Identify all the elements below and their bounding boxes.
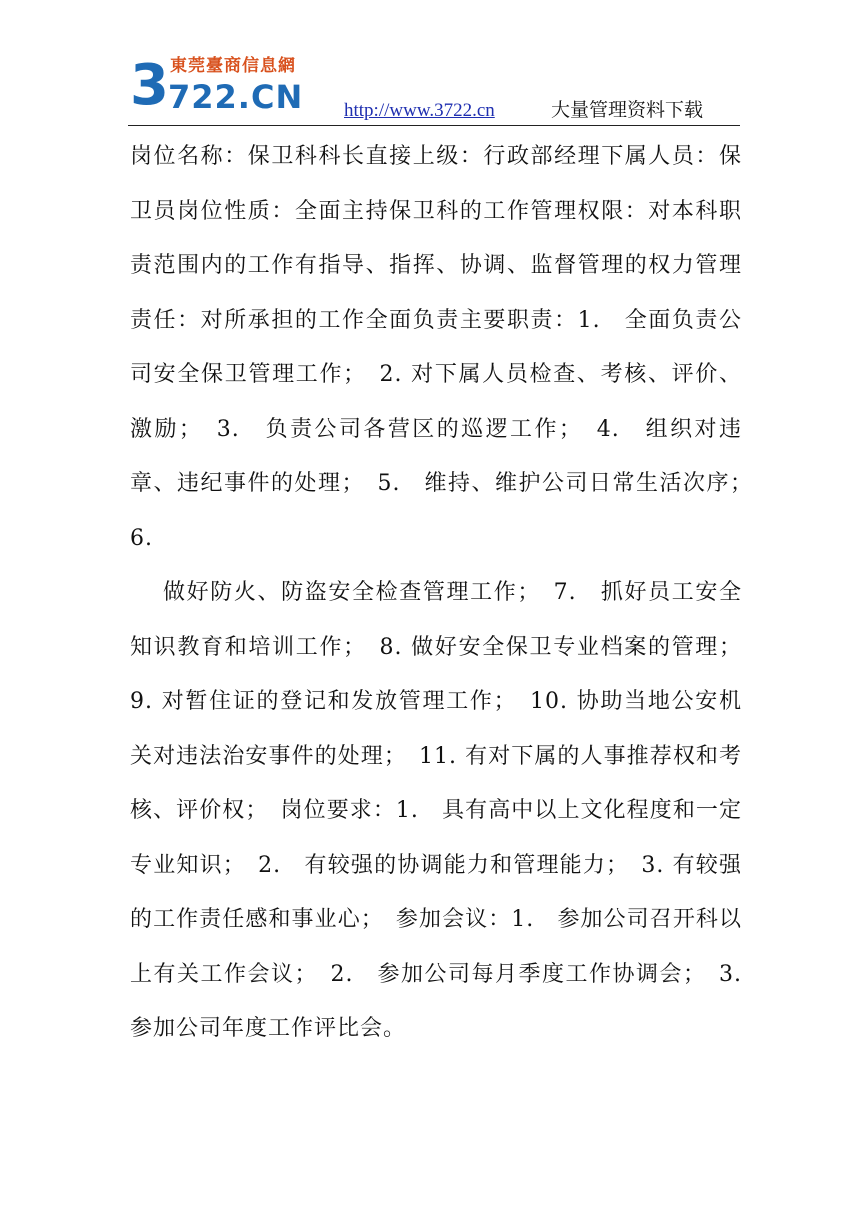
header-tagline: 大量管理资料下载 [551, 99, 704, 121]
site-url-link[interactable]: http://www.3722.cn [344, 100, 495, 121]
paragraph-1: 岗位名称：保卫科科长直接上级：行政部经理下属人员：保卫员岗位性质：全面主持保卫科的工作管理权限：对本科职责范围内的工作有指导、指挥、协调、监督管理的权力管理责任：对所承担的工作全面负责主要职责：1. 全面负责公司安全保卫管理工作； 2. 对下属人员检查、考核、评价、激励； 3. 负责公司各营区的巡逻工作； 4. 组织对违章、违纪事件的处理； 5. 维持、维护公司日常生活次序； 6. [130, 144, 766, 551]
paragraph-2: 做好防火、防盗安全检查管理工作； 7. 抓好员工安全知识教育和培训工作； 8. 做好安全保卫专业档案的管理；9. 对暂住证的登记和发放管理工作； 10. 协助当地公安机关对违法治安事件的处理； 11. 有对下属的人事推荐权和考核、评价权； 岗位要求：1. 具有高中以上文化程度和一定专业知识； 2. 有较强的协调能力和管理能力； 3. 有较强的工作责任感和事业心； 参加会议：1. 参加公司召开科以上有关工作会议； 2. 参加公司每月季度工作协调会； 3. 参加公司年度工作评比会。 [130, 580, 742, 1041]
header-divider [128, 125, 740, 126]
logo-number: 722.CN [168, 78, 304, 116]
page-header [128, 52, 740, 128]
document-body [130, 130, 766, 1057]
logo-chinese-name: 東莞臺商信息網 [170, 56, 296, 76]
site-logo[interactable] [128, 52, 328, 124]
logo-digit: 3 [130, 53, 167, 118]
